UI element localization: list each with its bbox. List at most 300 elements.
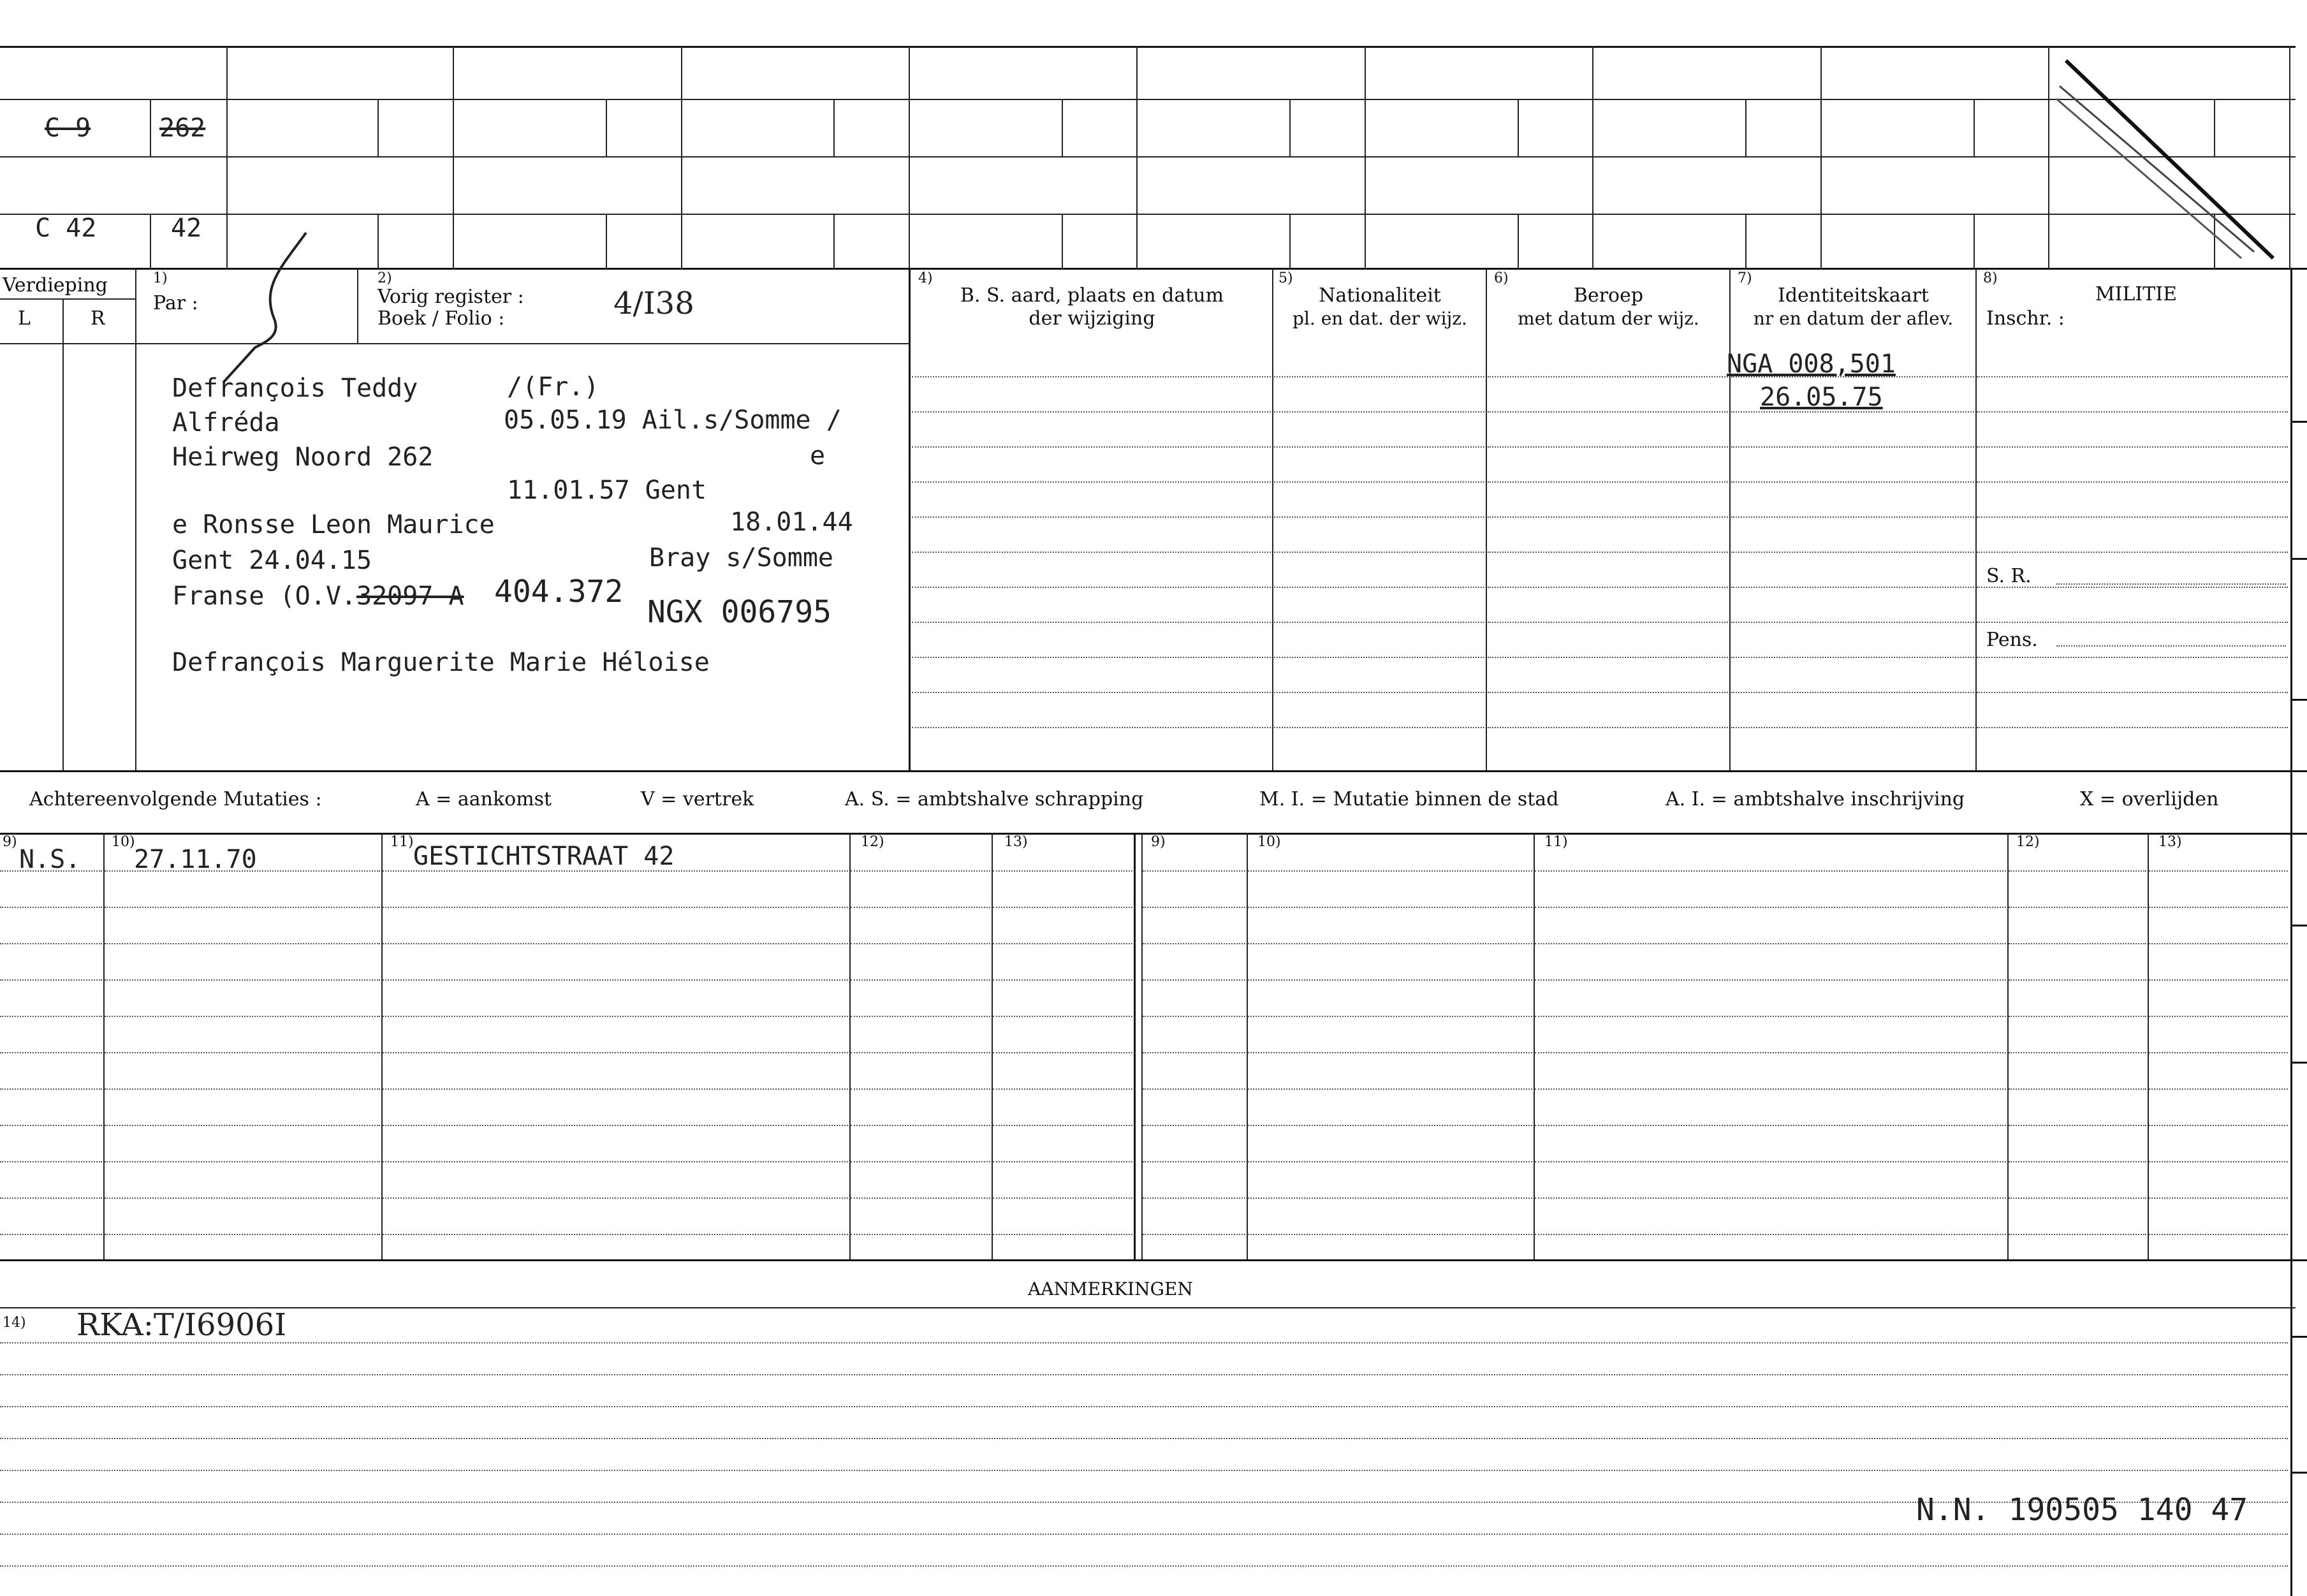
ruled-line — [1274, 552, 1484, 553]
par-label: Par : — [153, 292, 198, 314]
ruled-line — [993, 1016, 1132, 1017]
ruled-line — [1535, 979, 2006, 981]
rail-tick — [2290, 558, 2307, 560]
pen-arrow — [210, 217, 338, 395]
ruled-line — [2009, 1088, 2146, 1090]
ruled-line — [912, 552, 1271, 553]
ruled-line — [1535, 1125, 2006, 1126]
ruled-line — [1143, 1125, 1245, 1126]
grid-divider — [909, 46, 910, 269]
col-divider — [1729, 268, 1731, 772]
ruled-line — [1488, 692, 1728, 693]
grid-divider — [1365, 46, 1366, 269]
rka-reference: RKA:T/I6906I — [77, 1307, 287, 1343]
ruled-line — [1248, 979, 1532, 981]
ruled-line — [383, 943, 848, 944]
grid-tick — [1518, 214, 1519, 269]
ruled-line — [1274, 657, 1484, 658]
ruled-line — [105, 943, 380, 944]
ruled-line — [2149, 1088, 2288, 1090]
ruled-line — [851, 979, 990, 981]
ruled-line — [2149, 1052, 2288, 1053]
ruled-line — [1977, 692, 2288, 693]
marker-e: e — [810, 441, 826, 471]
nationality-header-2: pl. en dat. der wijz. — [1293, 308, 1467, 329]
ruled-line — [1535, 1016, 2006, 1017]
ruled-line — [0, 907, 102, 908]
legend-arrival: A = aankomst — [416, 788, 552, 810]
col-9b: 9) — [1151, 834, 1166, 850]
birth-place: Bray s/Somme — [649, 543, 833, 573]
ruled-line — [1248, 1234, 1532, 1235]
id-header-2: nr en datum der aflev. — [1753, 308, 1954, 329]
grid-divider — [453, 46, 454, 269]
grid-tick — [606, 99, 607, 156]
verdieping-label: Verdieping — [3, 274, 108, 297]
ruled-line — [1274, 587, 1484, 588]
ruled-line — [1248, 1016, 1532, 1017]
ruled-line — [1248, 907, 1532, 908]
ruled-line — [2149, 943, 2288, 944]
ruled-line — [993, 1052, 1132, 1053]
ruled-line — [1248, 943, 1532, 944]
ruled-line — [1977, 516, 2288, 518]
right-label: R — [91, 307, 105, 330]
mut-col — [1534, 833, 1535, 1259]
col-divider — [1975, 268, 1977, 772]
ruled-line — [1143, 1052, 1245, 1053]
mutation-address: GESTICHTSTRAAT 42 — [413, 842, 675, 871]
ruled-line — [105, 1234, 380, 1235]
house-number: 42 — [171, 214, 202, 243]
ruled-line — [2009, 1234, 2146, 1235]
beroep-header-1: Beroep — [1573, 284, 1644, 307]
ruled-line — [1535, 1088, 2006, 1090]
ruled-line — [993, 1197, 1132, 1199]
ruled-line — [2009, 943, 2146, 944]
ruled-line — [1977, 481, 2288, 483]
mut-col — [103, 833, 105, 1259]
ruled-line — [2009, 1197, 2146, 1199]
ruled-line — [1488, 727, 1728, 728]
top-grid-bottom — [0, 268, 2307, 270]
ruled-line — [993, 1161, 1132, 1162]
folio-value: 4/I38 — [613, 286, 694, 321]
remarks-title: AANMERKINGEN — [1028, 1278, 1193, 1299]
ruled-line — [1274, 376, 1484, 377]
ruled-line — [1731, 727, 1974, 728]
id-header-1: Identiteitskaart — [1778, 284, 1929, 307]
grid-tick — [606, 214, 607, 269]
ruled-line — [851, 1016, 990, 1017]
ruled-line — [851, 943, 990, 944]
bs-header-2: der wijziging — [1029, 307, 1155, 330]
note-4: 4) — [918, 270, 933, 286]
ruled-line — [1977, 727, 2288, 728]
ruled-line — [912, 516, 1271, 518]
ruled-line — [993, 907, 1132, 908]
ruled-line — [1274, 692, 1484, 693]
ruled-line — [0, 1438, 2288, 1439]
ruled-line — [1248, 870, 1532, 872]
ruled-line — [1488, 622, 1728, 623]
rail-tick — [2290, 925, 2307, 926]
ruled-line — [1535, 870, 2006, 872]
note-14: 14) — [3, 1315, 26, 1331]
ruled-line — [0, 1125, 102, 1126]
ruled-line — [105, 1125, 380, 1126]
ruled-line — [993, 943, 1132, 944]
spouse-birth: Gent 24.04.15 — [172, 546, 372, 575]
ruled-line — [993, 1088, 1132, 1090]
col-12: 12) — [861, 834, 884, 850]
old-house-number: 262 — [159, 113, 206, 143]
section-code: C 42 — [35, 214, 97, 243]
ruled-line — [383, 979, 848, 981]
mut-col — [849, 833, 851, 1259]
ruled-line — [1535, 1161, 2006, 1162]
rail-tick — [2290, 1062, 2307, 1064]
grid-tick — [1974, 99, 1975, 156]
ruled-line — [1248, 1125, 1532, 1126]
ruled-line — [105, 979, 380, 981]
grid-tick — [1745, 214, 1747, 269]
national-number: N.N. 190505 140 47 — [1916, 1492, 2248, 1528]
grid-tick — [833, 99, 835, 156]
marriage-date: 18.01.44 — [730, 508, 853, 537]
ruled-line — [105, 1088, 380, 1090]
top-grid-rule — [0, 214, 2296, 215]
rail-tick — [2290, 421, 2307, 423]
ruled-line — [993, 870, 1132, 872]
ruled-line — [2009, 1016, 2146, 1017]
ruled-line — [1977, 657, 2288, 658]
ruled-line — [2149, 1161, 2288, 1162]
ruled-line — [2009, 907, 2146, 908]
ruled-line — [1977, 411, 2288, 413]
mut-col — [1247, 833, 1248, 1259]
ruled-line — [1535, 1234, 2006, 1235]
inschr-label: Inschr. : — [1986, 307, 2065, 330]
ruled-line — [1488, 552, 1728, 553]
mut-col — [2148, 833, 2149, 1259]
ruled-line — [851, 1234, 990, 1235]
ruled-line — [1143, 1088, 1245, 1090]
grid-divider — [2048, 46, 2049, 269]
ruled-line — [1143, 1016, 1245, 1017]
ruled-line — [0, 1374, 2288, 1375]
ruled-line — [1731, 587, 1974, 588]
col-11b: 11) — [1544, 834, 1568, 850]
col-10: 10) — [112, 834, 135, 850]
note-6: 6) — [1494, 270, 1509, 286]
ruled-line — [105, 1052, 380, 1053]
militie-header: MILITIE — [2095, 283, 2178, 305]
grid-tick — [377, 99, 379, 156]
col-divider — [1272, 268, 1273, 772]
ruled-line — [1143, 1161, 1245, 1162]
ruled-line — [383, 1088, 848, 1090]
ruled-line — [2149, 1125, 2288, 1126]
pens-line — [2056, 645, 2286, 647]
col-divider — [357, 268, 358, 343]
ruled-line — [1731, 446, 1974, 448]
ruled-line — [1143, 979, 1245, 981]
ruled-line — [1977, 622, 2288, 623]
ruled-line — [105, 1197, 380, 1199]
sr-line — [2056, 583, 2286, 585]
ruled-line — [851, 907, 990, 908]
ruled-line — [993, 1234, 1132, 1235]
ruled-line — [0, 1470, 2288, 1471]
registration-date: 11.01.57 Gent — [507, 476, 707, 505]
ruled-line — [2009, 979, 2146, 981]
ruled-line — [2009, 1052, 2146, 1053]
ruled-line — [1731, 516, 1974, 518]
old-section-code: C 9 — [45, 113, 91, 143]
ruled-line — [0, 1234, 102, 1235]
grid-divider — [1592, 46, 1593, 269]
ruled-line — [383, 907, 848, 908]
grid-tick — [1062, 214, 1063, 269]
grid-tick — [150, 214, 151, 269]
mut-col — [381, 833, 383, 1259]
ruled-line — [1248, 1052, 1532, 1053]
ruled-line — [1977, 552, 2288, 553]
grid-tick — [150, 99, 151, 156]
ruled-line — [0, 1016, 102, 1017]
nationality-header-1: Nationaliteit — [1319, 284, 1441, 307]
ruled-line — [0, 1406, 2288, 1407]
note-2: 2) — [377, 270, 392, 286]
ruled-line — [1977, 446, 2288, 448]
ruled-line — [383, 1125, 848, 1126]
top-grid-rule — [0, 99, 2296, 100]
legend-ai: A. I. = ambtshalve inschrijving — [1666, 788, 1965, 810]
mutations-bottom — [0, 1259, 2307, 1261]
ruled-line — [1274, 411, 1484, 413]
grid-divider — [1820, 46, 1822, 269]
grid-tick — [1062, 99, 1063, 156]
ruled-line — [105, 907, 380, 908]
ruled-line — [993, 1125, 1132, 1126]
rail-tick — [2290, 1336, 2307, 1338]
grid-tick — [1745, 99, 1747, 156]
grid-tick — [1289, 214, 1291, 269]
person-name: Defrançois Teddy — [172, 374, 418, 403]
ruled-line — [1248, 1197, 1532, 1199]
spouse-name: e Ronsse Leon Maurice — [172, 510, 495, 539]
address: Heirweg Noord 262 — [172, 443, 434, 472]
id-card-date: 26.05.75 — [1760, 383, 1883, 412]
ruled-line — [2149, 907, 2288, 908]
top-border — [0, 46, 2296, 48]
ruled-line — [1535, 907, 2006, 908]
ruled-line — [1731, 657, 1974, 658]
ruled-line — [912, 727, 1271, 728]
mut-col — [1134, 833, 1136, 1259]
ruled-line — [2009, 1125, 2146, 1126]
ruled-line — [1731, 692, 1974, 693]
cancel-strokes — [2050, 48, 2305, 268]
ruled-line — [105, 1161, 380, 1162]
ruled-line — [0, 1052, 102, 1053]
col-divider — [909, 268, 911, 772]
ruled-line — [383, 1052, 848, 1053]
ruled-line — [0, 1161, 102, 1162]
mutations-title: Achtereenvolgende Mutaties : — [29, 788, 322, 810]
ruled-line — [1535, 1197, 2006, 1199]
ruled-line — [851, 1125, 990, 1126]
col-10b: 10) — [1257, 834, 1281, 850]
ruled-line — [1274, 481, 1484, 483]
mut-col — [1141, 833, 1143, 1259]
bs-header-1: B. S. aard, plaats en datum — [960, 284, 1224, 307]
ruled-line — [2149, 1234, 2288, 1235]
birth-date-place: 05.05.19 Ail.s/Somme / — [504, 406, 842, 435]
ruled-line — [851, 1161, 990, 1162]
rail-tick — [2290, 1472, 2307, 1474]
ruled-line — [2149, 1016, 2288, 1017]
boek-folio-label: Boek / Folio : — [377, 307, 505, 330]
remarks-rule — [0, 1307, 2296, 1308]
col-13: 13) — [1004, 834, 1028, 850]
ruled-line — [912, 376, 1271, 377]
register-number: 404.372 — [494, 574, 624, 610]
ruled-line — [105, 870, 380, 872]
ruled-line — [105, 1016, 380, 1017]
legend-as: A. S. = ambtshalve schrapping — [845, 788, 1144, 810]
ruled-line — [383, 1234, 848, 1235]
ruled-line — [383, 870, 848, 872]
grid-tick — [1974, 214, 1975, 269]
ruled-line — [1731, 622, 1974, 623]
ruled-line — [0, 1534, 2288, 1535]
col-divider — [1486, 268, 1487, 772]
grid-tick — [1518, 99, 1519, 156]
ruled-line — [1248, 1088, 1532, 1090]
person-first-name: Alfréda — [172, 408, 280, 437]
ruled-line — [1488, 587, 1728, 588]
ruled-line — [851, 1197, 990, 1199]
col-12b: 12) — [2016, 834, 2040, 850]
ruled-line — [383, 1161, 848, 1162]
note-8: 8) — [1983, 270, 1998, 286]
col-divider — [62, 300, 64, 772]
vorig-register-label: Vorig register : — [377, 286, 524, 308]
mut-col — [2007, 833, 2009, 1259]
col-9: 9) — [3, 834, 17, 850]
ruled-line — [0, 1565, 2288, 1567]
ruled-line — [912, 411, 1271, 413]
ruled-line — [993, 979, 1132, 981]
ruled-line — [1977, 376, 2288, 377]
ruled-line — [1143, 1234, 1245, 1235]
ruled-line — [2009, 1161, 2146, 1162]
ruled-line — [0, 1088, 102, 1090]
ruled-line — [851, 1088, 990, 1090]
ruled-line — [1731, 552, 1974, 553]
child-name: Defrançois Marguerite Marie Héloise — [172, 648, 710, 677]
mutation-type: N.S. — [19, 845, 81, 874]
section-bottom — [0, 770, 2307, 772]
top-grid-rule — [0, 156, 2296, 157]
ruled-line — [912, 481, 1271, 483]
note-1: 1) — [153, 270, 168, 286]
ruled-line — [1731, 481, 1974, 483]
ruled-line — [2149, 1197, 2288, 1199]
ruled-line — [1274, 622, 1484, 623]
grid-tick — [833, 214, 835, 269]
ruled-line — [2149, 979, 2288, 981]
ruled-line — [912, 587, 1271, 588]
ruled-line — [1274, 446, 1484, 448]
old-register-number: 32097 A — [356, 582, 464, 611]
sr-label: S. R. — [1986, 565, 2032, 587]
ruled-line — [0, 870, 102, 872]
legend-x: X = overlijden — [2080, 788, 2219, 810]
ruled-line — [912, 692, 1271, 693]
ruled-line — [1488, 446, 1728, 448]
ruled-line — [2009, 870, 2146, 872]
ruled-line — [383, 1197, 848, 1199]
ruled-line — [1535, 1052, 2006, 1053]
pens-label: Pens. — [1986, 629, 2038, 651]
ruled-line — [2149, 870, 2288, 872]
col-11: 11) — [390, 834, 414, 850]
ruled-line — [912, 622, 1271, 623]
ruled-line — [1488, 376, 1728, 377]
beroep-header-2: met datum der wijz. — [1518, 308, 1699, 329]
ruled-line — [1143, 907, 1245, 908]
right-rail — [2290, 268, 2292, 1596]
legend-departure: V = vertrek — [641, 788, 754, 810]
nationality-prefix: Franse (O.V. — [172, 582, 356, 611]
ruled-line — [1143, 1197, 1245, 1199]
ruled-line — [1535, 943, 2006, 944]
nationality-line — [172, 582, 464, 611]
id-number-old: NGX 006795 — [647, 594, 831, 630]
ruled-line — [851, 1052, 990, 1053]
note-7: 7) — [1738, 270, 1752, 286]
ruled-line — [1488, 657, 1728, 658]
grid-tick — [1289, 99, 1291, 156]
header-rule — [0, 298, 135, 300]
ruled-line — [0, 1342, 2288, 1343]
note-5: 5) — [1278, 270, 1293, 286]
ruled-line — [1274, 727, 1484, 728]
ruled-line — [912, 446, 1271, 448]
mut-col — [992, 833, 993, 1259]
mutation-date: 27.11.70 — [134, 845, 257, 874]
ruled-line — [0, 979, 102, 981]
id-card-number: NGA 008,501 — [1727, 349, 1896, 379]
ruled-line — [851, 870, 990, 872]
legend-mi: M. I. = Mutatie binnen de stad — [1259, 788, 1559, 810]
grid-tick — [377, 214, 379, 269]
grid-divider — [1136, 46, 1138, 269]
ruled-line — [1143, 943, 1245, 944]
ruled-line — [1248, 1161, 1532, 1162]
ruled-line — [912, 657, 1271, 658]
ruled-line — [0, 1197, 102, 1199]
col-13b: 13) — [2158, 834, 2182, 850]
ruled-line — [0, 943, 102, 944]
grid-divider — [681, 46, 682, 269]
ruled-line — [383, 1016, 848, 1017]
ruled-line — [1488, 411, 1728, 413]
ruled-line — [1274, 516, 1484, 518]
